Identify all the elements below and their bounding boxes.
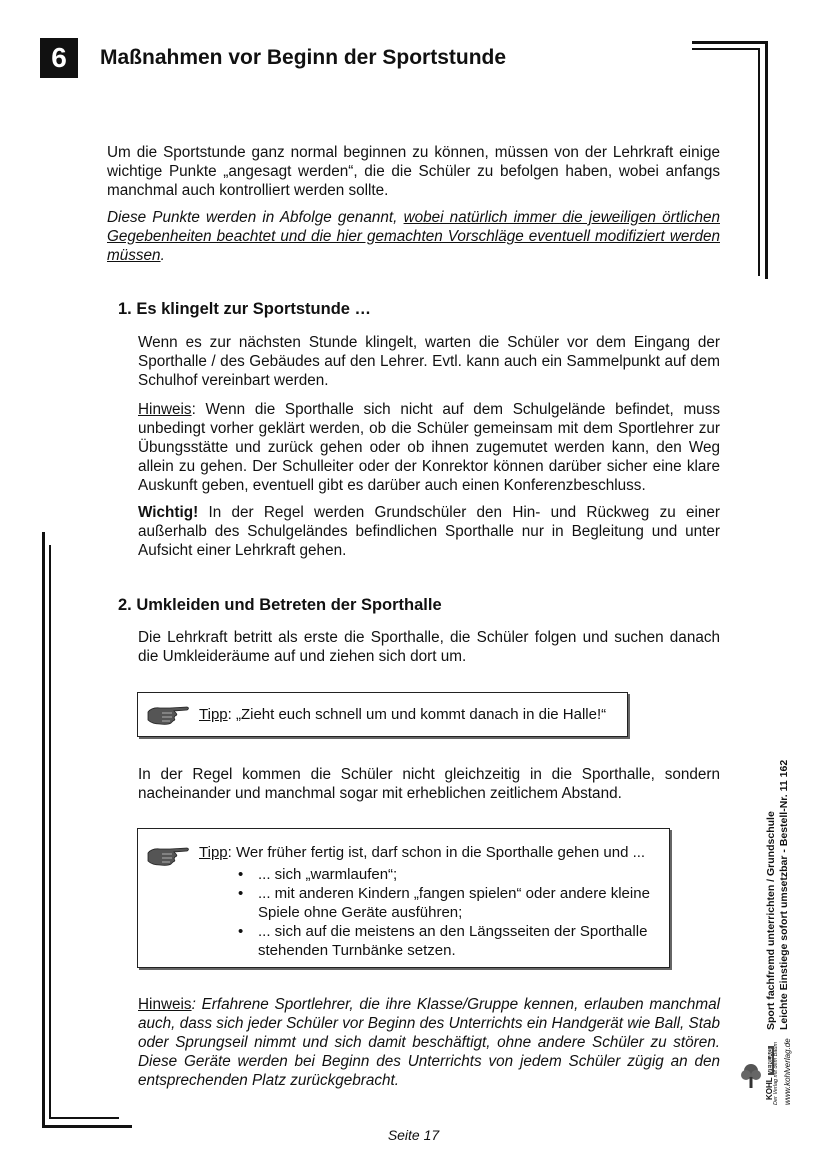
tip1-label: Tipp [199, 706, 228, 723]
important-text: In der Regel werden Grundschüler den Hin- und Rückweg zu einer außerhalb des Schulgeländes befindlichen Sporthalle nur in Begleitung und unter Aufsicht einer Lehrkraft gehen. [138, 504, 720, 559]
website-text: www.kohlverlag.de [783, 1038, 792, 1105]
section1-paragraph: Wenn es zur nächsten Stunde klingelt, warten die Schüler vor dem Eingang der Sporthalle / des Gebäudes auf den Lehrer. Evtl. kann auch ein Sammelpunkt auf dem Schulhof vereinbart werden. [138, 334, 720, 389]
tip2-content: : Wer früher fertig ist, darf schon in die Sporthalle gehen und ... [227, 844, 646, 861]
pointing-hand-icon [146, 845, 190, 867]
section1-heading: 1. Es klingelt zur Sportstunde … [118, 300, 372, 318]
frame-line-top-inner [692, 48, 759, 50]
hint-text: : Erfahrene Sportlehrer, die ihre Klasse/Gruppe kennen, erlauben manchmal auch, dass sich jeder Schüler vor Beginn des Unterrichts ein Handgerät wie Ball, Stab oder Sprungseil nimmt und sich damit beschäftigt, ohne andere Schüler zu stören. Diese Geräte werden bei Beginn des Unterrichts von jedem Schüler zügig an den entsprechenden Platz zurückgebracht. [138, 996, 720, 1089]
hint-text: : Wenn die Sporthalle sich nicht auf dem Schulgelände befindet, muss unbedingt vorher geklärt werden, ob die Schüler gemeinsam mit dem Sportlehrer zur Übungsstätte und zurück gehen oder ob ihnen zugemutet werden kann, den Weg allein zu gehen. Der Schulleiter oder der Konrektor können darüber sicher eine klare Auskunft geben, eventuell gibt es darüber auch einen Konferenzbeschluss. [138, 401, 720, 494]
section1-important [138, 503, 720, 560]
chapter-number: 6 [51, 42, 67, 73]
important-label: Wichtig! [138, 504, 199, 521]
frame-line-right-inner [758, 48, 760, 276]
frame-line-bottom-inner [49, 1117, 119, 1119]
frame-line-left-outer [42, 532, 45, 1127]
tip-box-2 [137, 828, 670, 968]
section1-hint [138, 400, 720, 495]
hint-label: Hinweis [138, 401, 192, 418]
tip2-text [199, 843, 645, 862]
list-item: • ... mit anderen Kindern „fangen spielen“ oder andere kleine Spiele ohne Geräte ausführen; [230, 884, 650, 922]
publisher-name: KOHL [765, 1077, 774, 1100]
chapter-number-box [40, 38, 78, 78]
section2-paragraph: Die Lehrkraft betritt als erste die Sporthalle, die Schüler folgen und suchen danach die Umkleideräume auf und ziehen sich dort um. [138, 629, 720, 665]
intro-note-underlined: wobei natürlich immer die jeweiligen örtlichen Gegebenheiten beachtet und die hier gemachten Vorschläge eventuell modifiziert werden müssen [107, 209, 720, 264]
page-number: Seite 17 [387, 1127, 440, 1143]
intro-paragraph: Um die Sportstunde ganz normal beginnen zu können, müssen von der Lehrkraft einige wichtige Punkte „angesagt werden“, die die Schüler zu befolgen haben, wobei anfangs manchmal auch kontrolliert werden sollte. [107, 144, 720, 199]
publisher-slogan: Der Verlag mit dem Baum [773, 1041, 779, 1105]
frame-line-top-outer [692, 41, 768, 44]
sidebar-line-1: Sport fachfremd unterrichten / Grundschule [765, 811, 777, 1030]
sidebar-website [782, 1025, 795, 1105]
tip1-content: : „Zieht euch schnell um und kommt danach in die Halle!“ [227, 706, 607, 723]
list-item: • ... sich auf die meistens an den Längsseiten der Sporthalle stehenden Turnbänke setzen. [230, 922, 650, 960]
tip2-bullet-list [230, 865, 650, 960]
list-item: • ... sich „warmlaufen“; [230, 865, 650, 884]
tip1-text [199, 705, 606, 724]
section2-paragraph-2: In der Regel kommen die Schüler nicht gleichzeitig in die Sporthalle, sondern nacheinander und manchmal sogar mit erheblichen zeitlichem Abstand. [138, 766, 720, 802]
hint-label: Hinweis [138, 996, 192, 1013]
intro-note-end: . [160, 247, 165, 264]
tree-logo-icon [740, 1062, 762, 1090]
sidebar-imprint [765, 710, 790, 1030]
publisher-tag: VERLAG [768, 1048, 774, 1074]
intro-note-paragraph [107, 208, 720, 265]
frame-line-left-inner [49, 545, 51, 1118]
section2-hint [138, 995, 720, 1090]
tip-box-1 [137, 692, 628, 737]
intro-note-text: Diese Punkte werden in Abfolge genannt, [107, 209, 404, 226]
page-title: Maßnahmen vor Beginn der Sportstunde [100, 46, 507, 69]
tip2-label: Tipp [199, 844, 228, 861]
section2-heading: 2. Umkleiden und Betreten der Sporthalle [118, 596, 442, 614]
pointing-hand-icon [146, 704, 190, 726]
sidebar-line-2: Leichte Einstiege sofort umsetzbar - Bestell-Nr. 11 162 [777, 759, 790, 1030]
frame-line-right-outer [765, 41, 768, 279]
